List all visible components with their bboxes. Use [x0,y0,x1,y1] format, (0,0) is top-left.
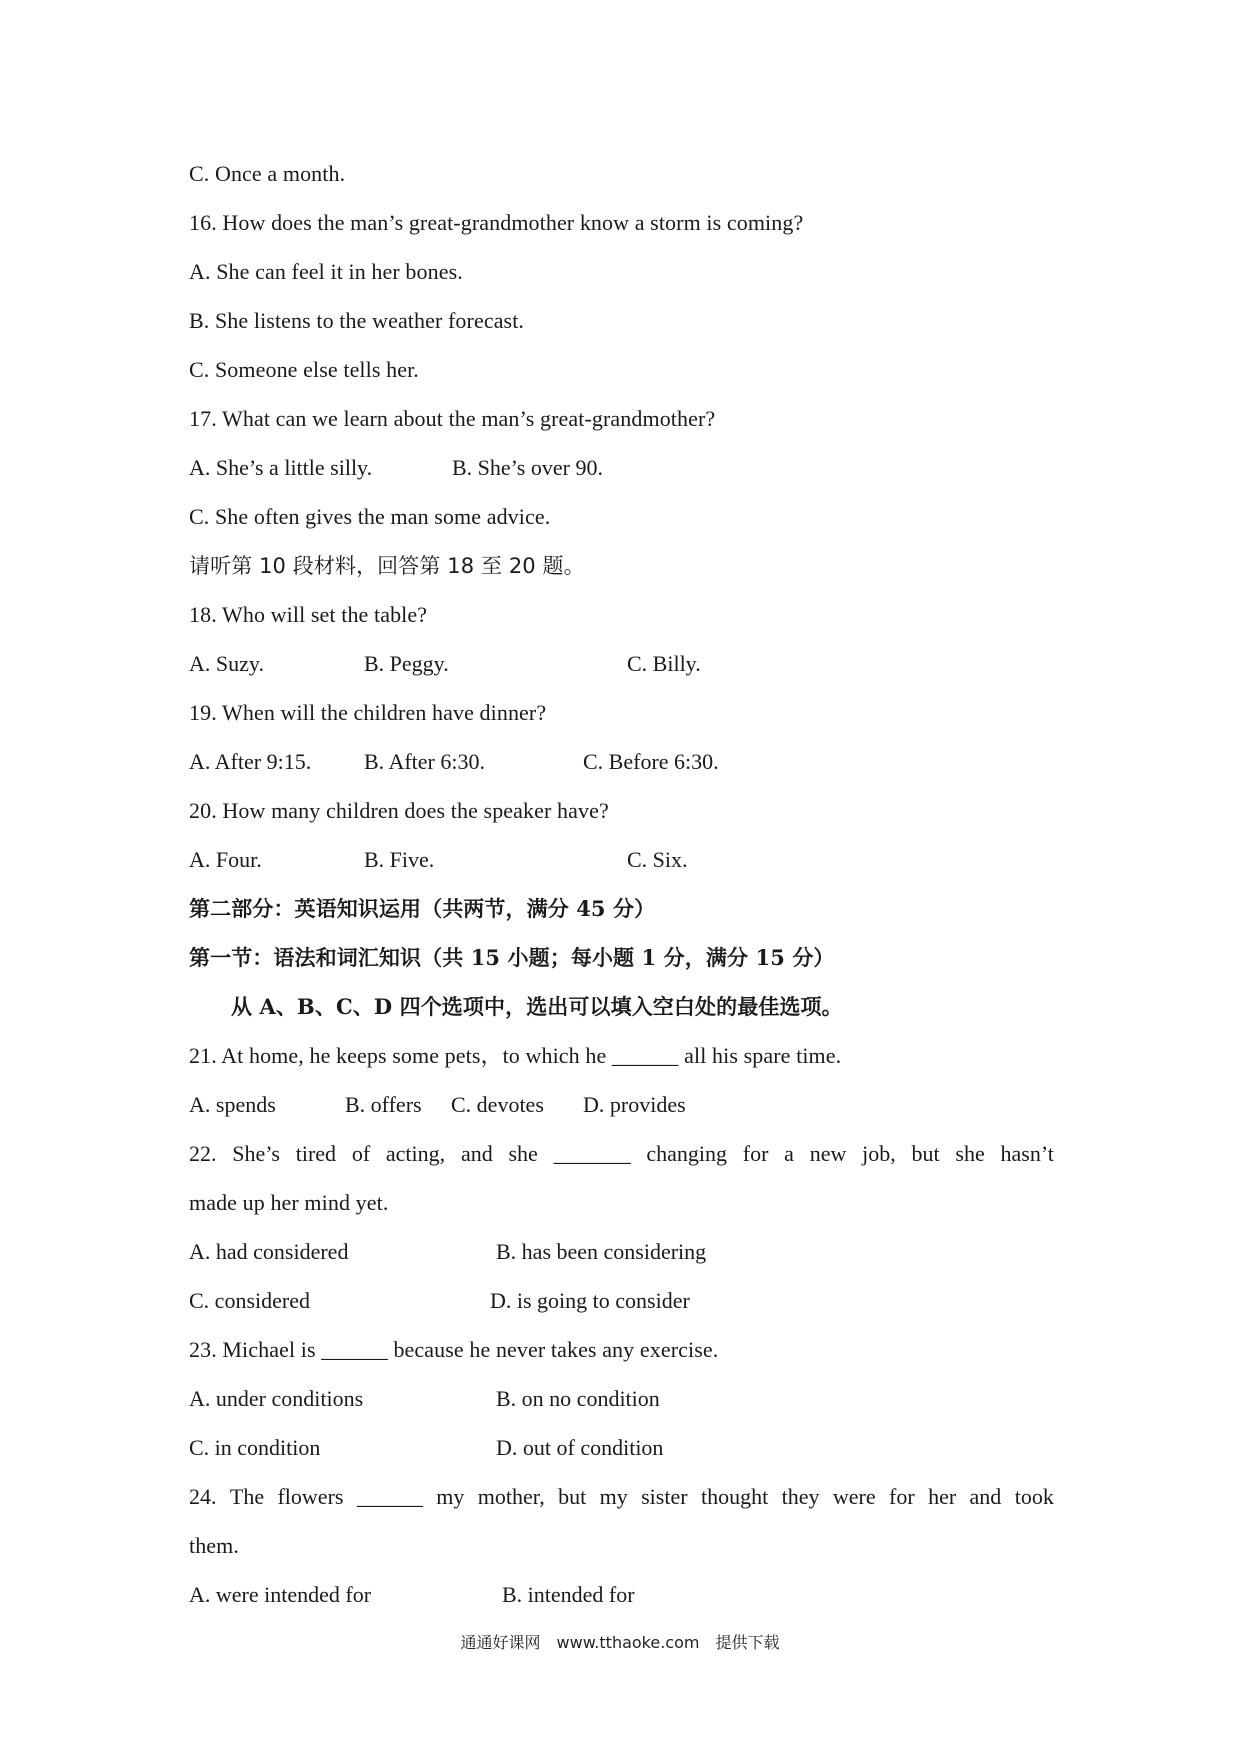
q19-option-c: C. Before 6:30. [583,749,719,774]
q20-option-c: C. Six. [627,847,688,872]
q24-line1-word: 24. [189,1484,217,1509]
q21-question: 21. At home, he keeps some pets，to which he ______ all his spare time. [189,1043,842,1068]
q24-line1-word: her [928,1484,957,1509]
q17-option-c: C. She often gives the man some advice. [189,504,551,529]
q22-line1-word: but [911,1141,940,1166]
q24-line1-word: they [781,1484,820,1509]
q21-option-c: C. devotes [451,1092,544,1117]
q24-line1-word: but [558,1484,587,1509]
part2-heading: 第二部分：英语知识运用（共两节，满分 45 分） [189,896,656,921]
q19-question: 19. When will the children have dinner? [189,700,547,725]
section10-instruction: 请听第 10 段材料，回答第 18 至 20 题。 [189,554,585,578]
q22-line1-word: of [351,1141,371,1166]
q23-option-c: C. in condition [189,1435,321,1460]
q19-option-a: A. After 9:15. [189,749,312,774]
q22-option-d: D. is going to consider [490,1288,690,1313]
q23-option-a: A. under conditions [189,1386,364,1411]
q24-line1-word: sister [641,1484,688,1509]
q22-line1-word: acting, [385,1141,446,1166]
q22-line1-word: for [742,1141,769,1166]
q24-line1-word: mother, [477,1484,545,1509]
q21-option-d: D. provides [583,1092,686,1117]
q22-line1-word: she [508,1141,538,1166]
q16-question: 16. How does the man’s great-grandmother know a storm is coming? [189,210,804,235]
section1-heading: 第一节：语法和词汇知识（共 15 小题；每小题 1 分，满分 15 分） [189,945,835,970]
q22-line1-word: new [809,1141,847,1166]
q20-option-b: B. Five. [364,847,435,872]
q24-line1-word: were [832,1484,876,1509]
q22-line1-word: and [460,1141,493,1166]
q24-line1-word: took [1014,1484,1054,1509]
q24-line1-word: flowers [277,1484,344,1509]
q22-line1-word: job, [862,1141,896,1166]
q22-line1-word: hasn’t [1000,1141,1054,1166]
q24-line1-word: thought [700,1484,769,1509]
q17-question: 17. What can we learn about the man’s great-grandmother? [189,406,716,431]
section1-instruction: 从 A、B、C、D 四个选项中，选出可以填入空白处的最佳选项。 [231,994,843,1019]
q16-option-b: B. She listens to the weather forecast. [189,308,525,333]
q23-option-d: D. out of condition [496,1435,664,1460]
footer-watermark: 通通好课网 www.tthaoke.com 提供下载 [460,1633,780,1652]
q19-option-b: B. After 6:30. [364,749,485,774]
q22-question-line1 [189,1139,1054,1169]
q24-option-b: B. intended for [502,1582,635,1607]
q22-option-a: A. had considered [189,1239,349,1264]
q18-question: 18. Who will set the table? [189,602,428,627]
q18-option-a: A. Suzy. [189,651,264,676]
q17-option-b: B. She’s over 90. [452,455,603,480]
q22-line1-word: _______ [553,1141,631,1166]
q24-line1-word: The [229,1484,265,1509]
q16-option-a: A. She can feel it in her bones. [189,259,463,284]
q20-option-a: A. Four. [189,847,262,872]
q22-option-b: B. has been considering [496,1239,707,1264]
q24-line1-word: and [969,1484,1002,1509]
q15-option-c: C. Once a month. [189,161,346,186]
q21-option-a: A. spends [189,1092,276,1117]
q18-option-b: B. Peggy. [364,651,449,676]
q22-line1-word: a [784,1141,794,1166]
q16-option-c: C. Someone else tells her. [189,357,419,382]
q24-line1-word: my [436,1484,465,1509]
q24-question-line2: them. [189,1533,239,1558]
q22-line1-word: 22. [189,1141,217,1166]
q20-question: 20. How many children does the speaker have? [189,798,609,823]
q22-line1-word: She’s [232,1141,280,1166]
q24-line1-word: for [889,1484,915,1509]
q18-option-c: C. Billy. [627,651,701,676]
q23-question: 23. Michael is ______ because he never takes any exercise. [189,1337,719,1362]
q22-option-c: C. considered [189,1288,310,1313]
q22-line1-word: she [955,1141,985,1166]
q22-line1-word: tired [295,1141,337,1166]
q22-line1-word: changing [646,1141,727,1166]
q23-option-b: B. on no condition [496,1386,660,1411]
q22-question-line2: made up her mind yet. [189,1190,389,1215]
q17-option-a: A. She’s a little silly. [189,455,373,480]
q24-question-line1 [189,1482,1054,1512]
q24-option-a: A. were intended for [189,1582,372,1607]
q21-option-b: B. offers [345,1092,422,1117]
q24-line1-word: ______ [356,1484,423,1509]
q24-line1-word: my [599,1484,628,1509]
